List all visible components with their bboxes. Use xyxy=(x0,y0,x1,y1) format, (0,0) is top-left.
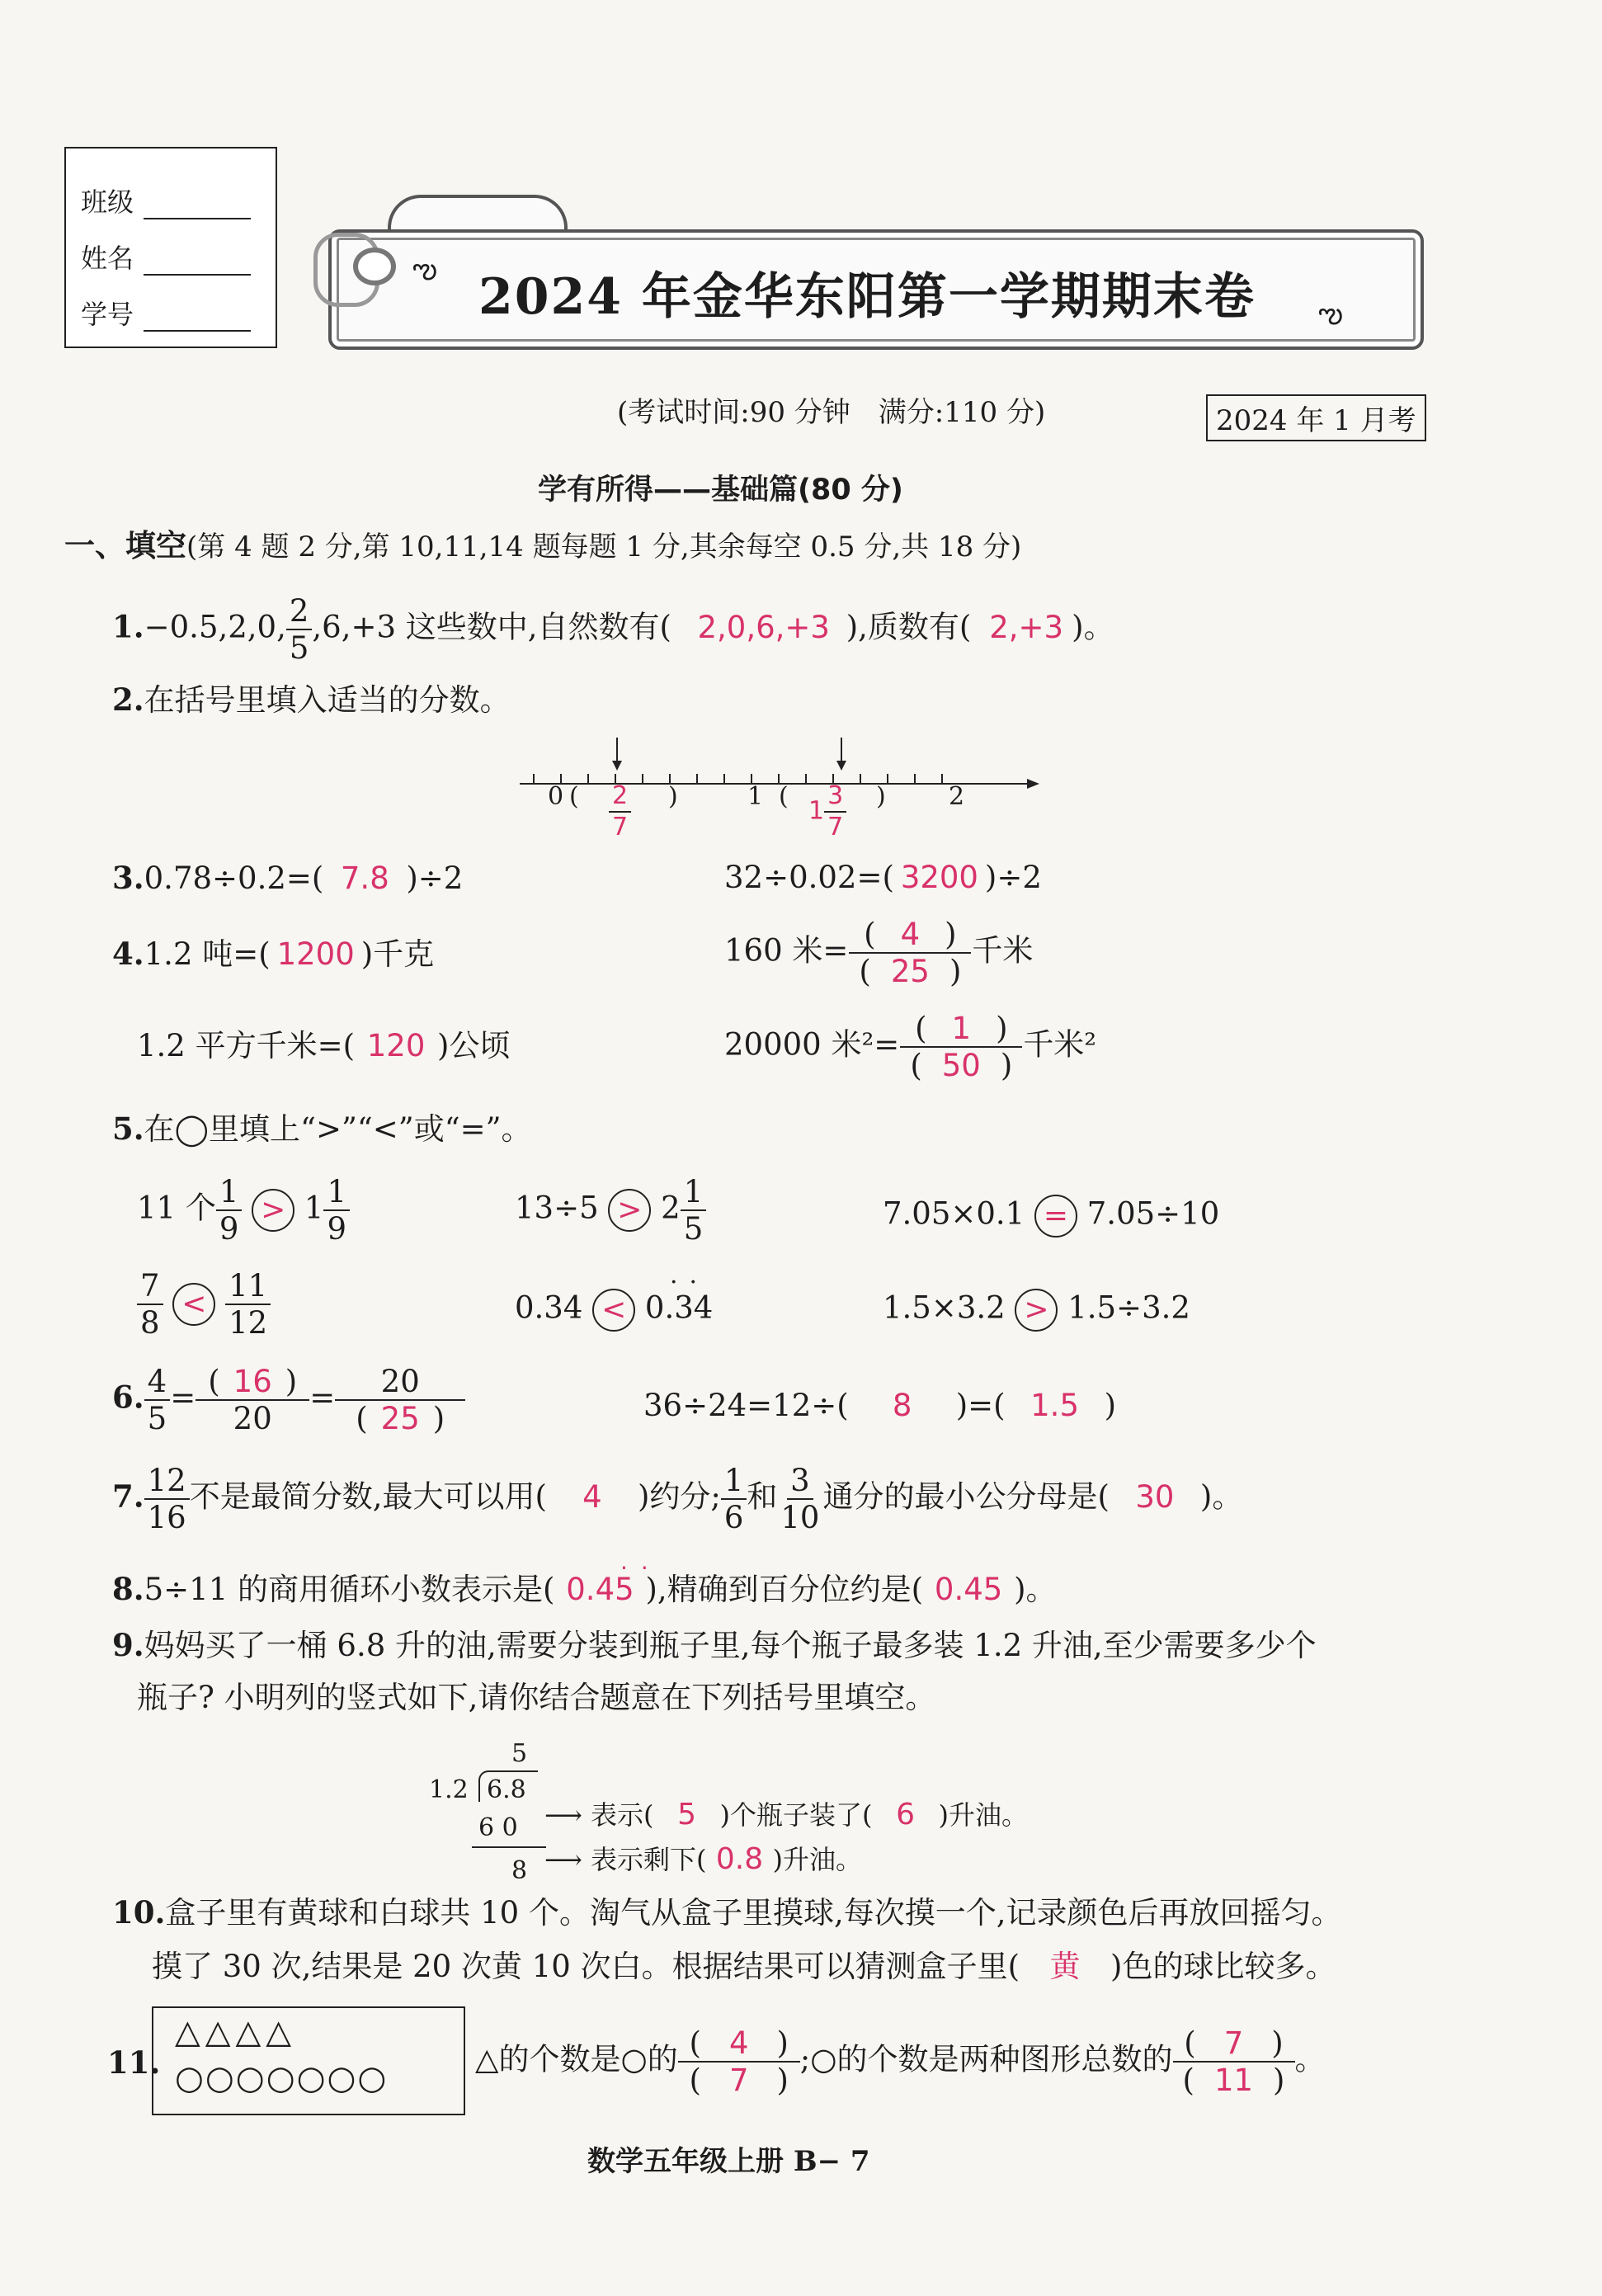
answer-11b-den[interactable]: 11 xyxy=(1213,2063,1254,2098)
page-footer: 数学五年级上册 B− 7 xyxy=(587,2145,870,2178)
answer-11a-den[interactable]: 7 xyxy=(728,2063,749,2098)
compare-1c: 7.05×0.1 = 7.05÷10 xyxy=(883,1195,1219,1238)
tick-label-0: 0 xyxy=(548,782,564,811)
compare-circle[interactable]: < xyxy=(592,1289,635,1332)
compare-1b: 13÷5 > 2 $\frac{1}{5}$ xyxy=(515,1176,706,1244)
quotient: 5 xyxy=(511,1739,528,1768)
question-4b: 160 米= $\frac{( 4 )}{( 25 )}$ 千米 xyxy=(724,917,1034,989)
answer-prime-numbers[interactable]: 2,+3 xyxy=(989,609,1064,645)
paren-left: ( xyxy=(779,782,789,811)
answer-8b[interactable]: 0.45 xyxy=(934,1572,1003,1607)
answer-11b-num[interactable]: 7 xyxy=(1223,2025,1244,2061)
answer-7b[interactable]: 30 xyxy=(1135,1478,1175,1515)
question-10-line2: 摸了 30 次,结果是 20 次黄 10 次白。根据结果可以猜测盒子里( 黄 )色的球比较多。 xyxy=(152,1949,1336,1984)
tick-label-1: 1 xyxy=(747,782,764,811)
question-7: 7. $\frac{12}{16}$ 不是最简分数,最大可以用( 4 )约分; $\frac{1}{6}$ 和 $\frac{3}{10}$ 通分的最小公分母是( 30 )。 xyxy=(112,1463,1243,1535)
question-6a: 6. $\frac{4}{5}$ = $\frac{( 16 )}{20}$ = $\frac{20}{( 25 )}$ xyxy=(112,1366,465,1434)
compare-2b: 0.34 < 0.34 xyxy=(515,1289,713,1332)
question-3b: 32÷0.02=( 3200 )÷2 xyxy=(724,860,1042,895)
class-field[interactable]: 班级 xyxy=(81,182,251,219)
exam-title: 2024 年金华东阳第一学期期末卷 xyxy=(478,268,1256,326)
tick-label-2: 2 xyxy=(949,782,965,811)
tag-ring-icon xyxy=(353,248,396,285)
student-id-field[interactable]: 学号 xyxy=(81,294,251,332)
product: 6 0 xyxy=(478,1813,518,1842)
compare-2c: 1.5×3.2 > 1.5÷3.2 xyxy=(883,1289,1190,1332)
paren-left: ( xyxy=(569,782,579,811)
answer-natural-numbers[interactable]: 2,0,6,+3 xyxy=(697,609,830,645)
repeating-dots: ·· xyxy=(620,1554,662,1582)
answer-frac-2[interactable]: 1 $\frac{3}{7}$ xyxy=(808,784,846,840)
question-3a: 3.0.78÷0.2=( 7.8 )÷2 xyxy=(112,860,464,896)
part1-heading: 一、填空(第 4 题 2 分,第 10,11,14 题每题 1 分,其余每空 0.5 分,共 18 分) xyxy=(64,528,1022,563)
question-1: 1.−0.5,2,0, $\frac{2}{5}$ ,6,+3 这些数中,自然数有( 2,0,6,+3 ),质数有( 2,+3 )。 xyxy=(112,593,1114,666)
question-4c: 1.2 平方千米=( 120 )公顷 xyxy=(137,1028,511,1063)
shape-box xyxy=(152,2006,465,2115)
triangles: △△△△ xyxy=(175,2013,297,2051)
question-6b: 36÷24=12÷( 8 )=( 1.5 ) xyxy=(643,1388,1116,1423)
answer-8a[interactable]: 0.45 xyxy=(566,1572,634,1607)
answer-9a[interactable]: 5 xyxy=(677,1798,696,1832)
answer-7a[interactable]: 4 xyxy=(582,1478,602,1515)
compare-circle[interactable]: > xyxy=(252,1189,294,1232)
answer-4a[interactable]: 1200 xyxy=(276,936,355,972)
section-heading: 学有所得——基础篇(80 分) xyxy=(538,474,903,507)
exam-date: 2024 年 1 月考 xyxy=(1206,394,1426,441)
question-10-line1: 10.盒子里有黄球和白球共 10 个。淘气从盒子里摸球,每次摸一个,记录颜色后再放回摇匀。 xyxy=(112,1894,1342,1931)
answer-4d-num[interactable]: 1 xyxy=(951,1011,972,1046)
answer-10[interactable]: 黄 xyxy=(1049,1949,1081,1984)
student-info-box xyxy=(64,147,277,348)
answer-4d-den[interactable]: 50 xyxy=(941,1048,981,1083)
divisor: 1.2 xyxy=(429,1775,469,1804)
exam-info: (考试时间:90 分钟 满分:110 分) xyxy=(617,396,1046,429)
answer-9b[interactable]: 6 xyxy=(896,1798,915,1832)
answer-6b-2[interactable]: 1.5 xyxy=(1030,1388,1079,1423)
question-9-line2: 瓶子? 小明列的竖式如下,请你结合题意在下列括号里填空。 xyxy=(137,1680,936,1715)
circles: ○○○○○○○ xyxy=(175,2059,389,2097)
question-8: 8.5÷11 的商用循环小数表示是( 0.45 ),精确到百分位约是( 0.45 )。 xyxy=(112,1571,1057,1607)
answer-3b[interactable]: 3200 xyxy=(900,860,978,895)
question-5: 5.在◯里填上“>”“<”或“=”。 xyxy=(112,1110,532,1147)
compare-circle[interactable]: > xyxy=(1015,1289,1058,1332)
answer-11a-num[interactable]: 4 xyxy=(728,2025,749,2061)
answer-3a[interactable]: 7.8 xyxy=(340,860,389,896)
answer-frac-1[interactable]: $\frac{2}{7}$ xyxy=(609,784,631,840)
division-note-1: ⟶ 表示( 5 )个瓶子装了( 6 )升油。 xyxy=(544,1798,1029,1832)
compare-1a: 11 个 $\frac{1}{9}$ > 1 $\frac{1}{9}$ xyxy=(137,1176,350,1244)
answer-6-num[interactable]: 16 xyxy=(233,1364,272,1399)
compare-circle[interactable]: = xyxy=(1034,1195,1077,1238)
answer-9c[interactable]: 0.8 xyxy=(715,1842,764,1876)
answer-6b-1[interactable]: 8 xyxy=(892,1388,912,1423)
paren-right: ) xyxy=(668,782,678,811)
remainder: 8 xyxy=(511,1856,528,1885)
answer-6-den[interactable]: 25 xyxy=(380,1401,420,1436)
question-4a: 4.1.2 吨=( 1200 )千克 xyxy=(112,936,435,972)
question-4d: 20000 米²= $\frac{( 1 )}{( 50 )}$ 千米² xyxy=(724,1011,1097,1083)
compare-circle[interactable]: < xyxy=(172,1283,215,1326)
compare-2a: $\frac{7}{8}$ < $\frac{11}{12}$ xyxy=(137,1271,271,1338)
question-9-line1: 9.妈妈买了一桶 6.8 升的油,需要分装到瓶子里,每个瓶子最多装 1.2 升油,至少需要多少个 xyxy=(112,1627,1317,1663)
butterfly-icon: ఌ xyxy=(412,252,437,285)
answer-4b-den[interactable]: 25 xyxy=(890,954,930,989)
name-field[interactable]: 姓名 xyxy=(81,238,251,276)
answer-4c[interactable]: 120 xyxy=(366,1028,426,1063)
repeating-dots: ·· xyxy=(670,1268,709,1297)
butterfly-icon: ఌ xyxy=(1318,297,1343,330)
question-2: 2.在括号里填入适当的分数。 xyxy=(112,681,511,718)
dividend: 6.8 xyxy=(487,1775,526,1804)
question-11-num: 11. xyxy=(107,2044,161,2081)
answer-4b-num[interactable]: 4 xyxy=(900,917,921,952)
question-11: △的个数是○的 $\frac{( 4 )}{( 7 )}$ ;○的个数是两种图形总数的 $\frac{( 7 )}{( 11 )}$ 。 xyxy=(475,2025,1326,2098)
paren-right: ) xyxy=(876,782,886,811)
compare-circle[interactable]: > xyxy=(608,1189,651,1232)
division-note-2: ⟶ 表示剩下( 0.8 )升油。 xyxy=(544,1842,863,1876)
